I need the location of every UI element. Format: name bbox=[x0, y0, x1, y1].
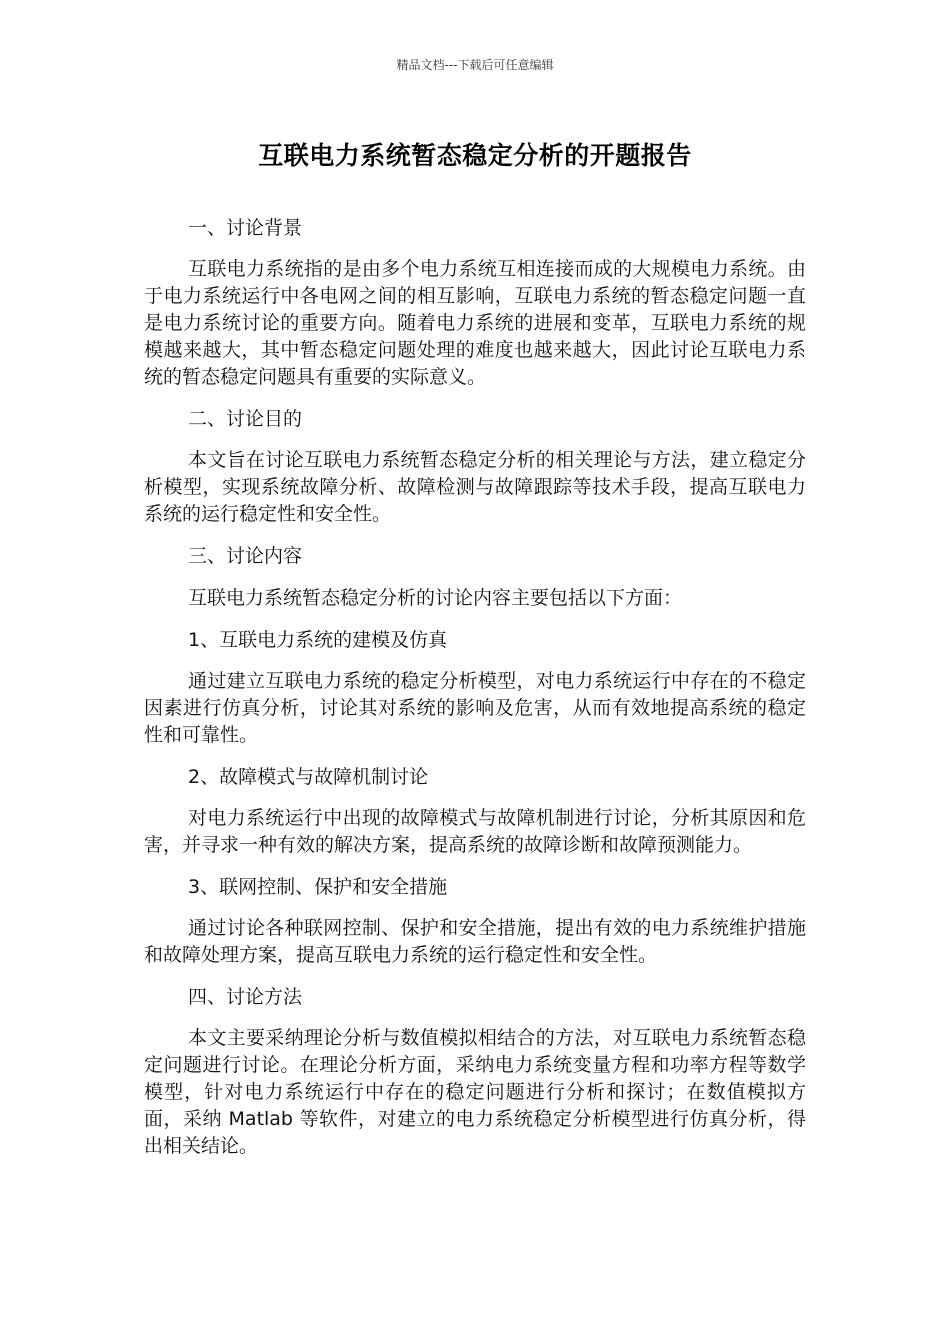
paragraph-control-protection: 通过讨论各种联网控制、保护和安全措施，提出有效的电力系统维护措施和故障处理方案，提高互联电力系统的运行稳定性和安全性。 bbox=[144, 917, 806, 966]
subheading-fault-modes: 2、故障模式与故障机制讨论 bbox=[188, 766, 429, 788]
document-title: 互联电力系统暂态稳定分析的开题报告 bbox=[258, 141, 692, 170]
paragraph-fault-modes: 对电力系统运行中出现的故障模式与故障机制进行讨论，分析其原因和危害，并寻求一种有效的解决方案，提高系统的故障诊断和故障预测能力。 bbox=[144, 807, 806, 856]
document-body bbox=[144, 214, 806, 1174]
paragraph-purpose: 本文旨在讨论互联电力系统暂态稳定分析的相关理论与方法，建立稳定分析模型，实现系统故障分析、故障检测与故障跟踪等技术手段，提高互联电力系统的运行稳定性和安全性。 bbox=[144, 449, 806, 525]
paragraph-background: 互联电力系统指的是由多个电力系统互相连接而成的大规模电力系统。由于电力系统运行中各电网之间的相互影响，互联电力系统的暂态稳定问题一直是电力系统讨论的重要方向。随着电力系统的进展和变革，互联电力系统的规模越来越大，其中暂态稳定问题处理的难度也越来越大，因此讨论互联电力系统的暂态稳定问题具有重要的实际意义。 bbox=[144, 258, 806, 388]
subheading-control-protection: 3、联网控制、保护和安全措施 bbox=[188, 876, 448, 898]
section-heading-content: 三、讨论内容 bbox=[188, 545, 303, 567]
header-watermark: 精品文档---下载后可任意编辑 bbox=[396, 58, 554, 72]
section-heading-purpose: 二、讨论目的 bbox=[188, 408, 303, 430]
section-heading-background: 一、讨论背景 bbox=[188, 217, 303, 239]
paragraph-method: 本文主要采纳理论分析与数值模拟相结合的方法，对互联电力系统暂态稳定问题进行讨论。在理论分析方面，采纳电力系统变量方程和功率方程等数学模型，针对电力系统运行中存在的稳定问题进行分析和探讨；在数值模拟方面，采纳 Matlab 等软件，对建立的电力系统稳定分析模型进行仿真分析，得出相关结论。 bbox=[144, 1027, 806, 1157]
section-heading-method: 四、讨论方法 bbox=[188, 986, 303, 1008]
paragraph-modeling: 通过建立互联电力系统的稳定分析模型，对电力系统运行中存在的不稳定因素进行仿真分析，讨论其对系统的影响及危害，从而有效地提高系统的稳定性和可靠性。 bbox=[144, 670, 806, 746]
paragraph-content-intro: 互联电力系统暂态稳定分析的讨论内容主要包括以下方面： bbox=[188, 587, 683, 609]
subheading-modeling: 1、互联电力系统的建模及仿真 bbox=[188, 629, 448, 651]
